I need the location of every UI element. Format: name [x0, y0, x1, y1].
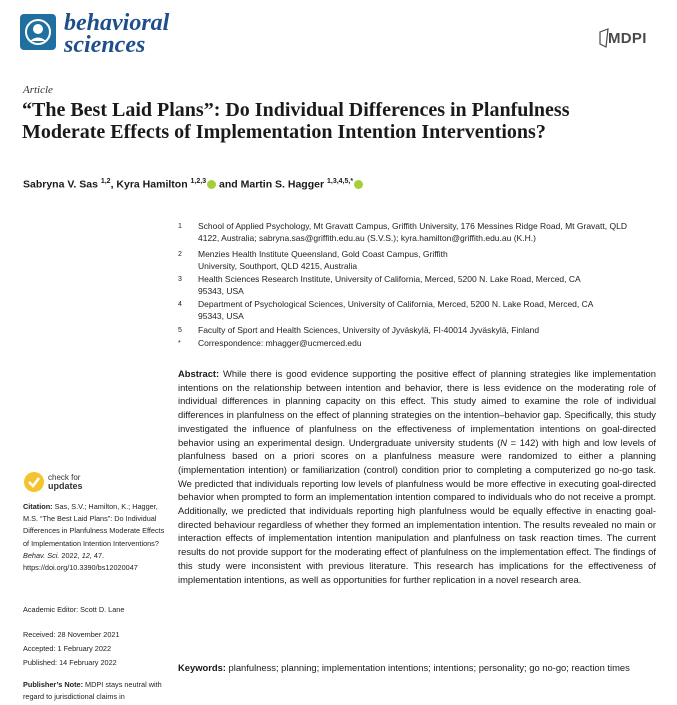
- affiliation-text: Department of Psychological Sciences, University of California, Merced, 5200 N. Lake Road, Merced, CA 95343, USA: [198, 299, 593, 321]
- citation-text: Sas, S.V.; Hamilton, K.; Hagger, M.S. “The Best Laid Plans”: Do Individual Differences in Planfulness Moderate Effects of Implementation Intention Interventions?: [23, 502, 165, 548]
- citation-label: Citation:: [23, 502, 53, 511]
- abstract-n-symbol: N: [500, 436, 508, 448]
- publisher-note-text: MDPI stays neutral with regard to jurisdictional claims in: [23, 680, 162, 702]
- journal-name-line1: behavioral: [64, 10, 170, 36]
- affiliation-text: School of Applied Psychology, Mt Gravatt Campus, Griffith University, 176 Messines Ridge Road, Mt Gravatt, QLD 4122, Australia; sabryna.sas@griffith.edu.au (S.V.S.); kyra.hamilton@griffith.edu.au (K.H.): [198, 221, 627, 243]
- affiliation: [178, 221, 648, 244]
- affiliation-text: Correspondence: mhagger@ucmerced.edu: [198, 338, 362, 348]
- affiliation: [178, 249, 648, 272]
- article-title: “The Best Laid Plans”: Do Individual Differences in Planfulness Moderate Effects of Implementation Intention Interventions?: [22, 99, 570, 143]
- check-for-updates-line2: updates: [48, 481, 83, 491]
- check-for-updates-icon[interactable]: [23, 471, 45, 493]
- academic-editor: Academic Editor: Scott D. Lane: [23, 605, 125, 614]
- publisher-name: MDPI: [608, 30, 647, 47]
- affiliation-number: 4: [178, 301, 182, 308]
- affiliation: [178, 325, 648, 337]
- check-for-updates[interactable]: [48, 473, 83, 491]
- publisher-logo: [598, 28, 660, 48]
- author-affiliation-sup: 1,2,3: [190, 178, 207, 185]
- check-for-updates-line1: check for: [48, 473, 81, 482]
- affiliation-text: Menzies Health Institute Queensland, Gold Coast Campus, Griffith University, Southport, QLD 4215, Australia: [198, 249, 448, 271]
- abstract-text-cont: = 142) with high and low levels of planfulness based on a priori scores on a planfulness measure were randomized to either a planning (implementation intention) or familiarization (control) condition prior to completing a computerized go no-go task. We predicted that individuals reporting low levels of planfulness would be more effective in executing goal-directed behavior when prompted to form an implementation intention compared to individuals who do not receive a prompt. Additionally, we predicted that individuals reporting high planfulness would be equally effective in enacting goal-directed behaviour regardless of whether they formed an implementation intention. The results revealed no main or interaction effects of implementation intention manipulation and planfulness on task reaction times. The current results do not provide support for the moderating effect of planfulness on the implementation effect. The findings of this study were inconsistent with previous literature. This research has implications for the effectiveness of implementation intentions, as well as opportunities for further replication in a novel research area.: [178, 436, 656, 585]
- article-type: Article: [23, 84, 53, 96]
- orcid-icon[interactable]: [354, 180, 363, 189]
- author-list: Sabryna V. Sas $^{1,2}$, Kyra Hamilton $^{1,2,3}$ and Martin S. Hagger $^{1,3,4,5,*}$: [23, 178, 543, 191]
- publisher-note: [23, 679, 171, 703]
- author-name: Martin S. Hagger: [240, 178, 325, 191]
- citation-doi[interactable]: 47. https://doi.org/10.3390/bs12020047: [23, 550, 138, 573]
- keywords-label: Keywords:: [178, 662, 226, 673]
- date-received: Received: 28 November 2021: [23, 630, 120, 639]
- author-affiliation-sup: 1,3,4,5,*: [326, 178, 354, 185]
- date-published: Published: 14 February 2022: [23, 658, 117, 667]
- keywords-text: planfulness; planning; implementation intentions; intentions; personality; go no-go; reaction times: [228, 662, 630, 673]
- orcid-icon[interactable]: [207, 180, 216, 189]
- affiliation-number: *: [178, 340, 181, 347]
- affiliation-number: 3: [178, 276, 182, 283]
- keywords: [178, 661, 656, 675]
- citation-year: 2022,: [61, 550, 80, 560]
- affiliation: [178, 274, 648, 297]
- abstract-text: While there is good evidence supporting the positive effect of planning strategies like implementation intentions on the relationship between intention and behavior, there is less evidence on the moderating role of individual differences in planning capacity on this effect. This study aimed to examine the role of individual differences in planfulness on the effect of planning strategies on the intention–behavior gap. Specifically, this study investigated the influence of planfulness on the effectiveness of implementation intentions on goal-directed behavior using an experimental design. Undergraduate university students (: [178, 368, 656, 448]
- abstract-label: Abstract:: [178, 368, 220, 379]
- publisher-note-label: Publisher’s Note:: [23, 680, 84, 689]
- citation-journal: Behav. Sci.: [23, 550, 60, 560]
- affiliation-text: Faculty of Sport and Health Sciences, University of Jyväskylä, FI-40014 Jyväskylä, Finland: [198, 325, 540, 335]
- date-accepted: Accepted: 1 February 2022: [23, 644, 112, 653]
- journal-name-line2: sciences: [64, 32, 146, 58]
- affiliation: [178, 299, 648, 322]
- affiliation-number: 2: [178, 251, 182, 258]
- affiliation-number: 1: [178, 223, 182, 230]
- author-affiliation-sup: 1,2: [100, 178, 111, 185]
- journal-name: [64, 12, 264, 56]
- affiliation-text: Health Sciences Research Institute, University of California, Merced, 5200 N. Lake Road, Merced, CA 95343, USA: [198, 274, 581, 296]
- citation-volume: 12,: [81, 550, 92, 560]
- correspondence: [178, 338, 648, 350]
- journal-logo-icon: [20, 14, 56, 50]
- affiliation-number: 5: [178, 327, 182, 334]
- author-name: Sabryna V. Sas: [23, 178, 98, 191]
- abstract: [178, 367, 656, 586]
- author-name: Kyra Hamilton: [116, 178, 188, 191]
- citation: [23, 501, 171, 574]
